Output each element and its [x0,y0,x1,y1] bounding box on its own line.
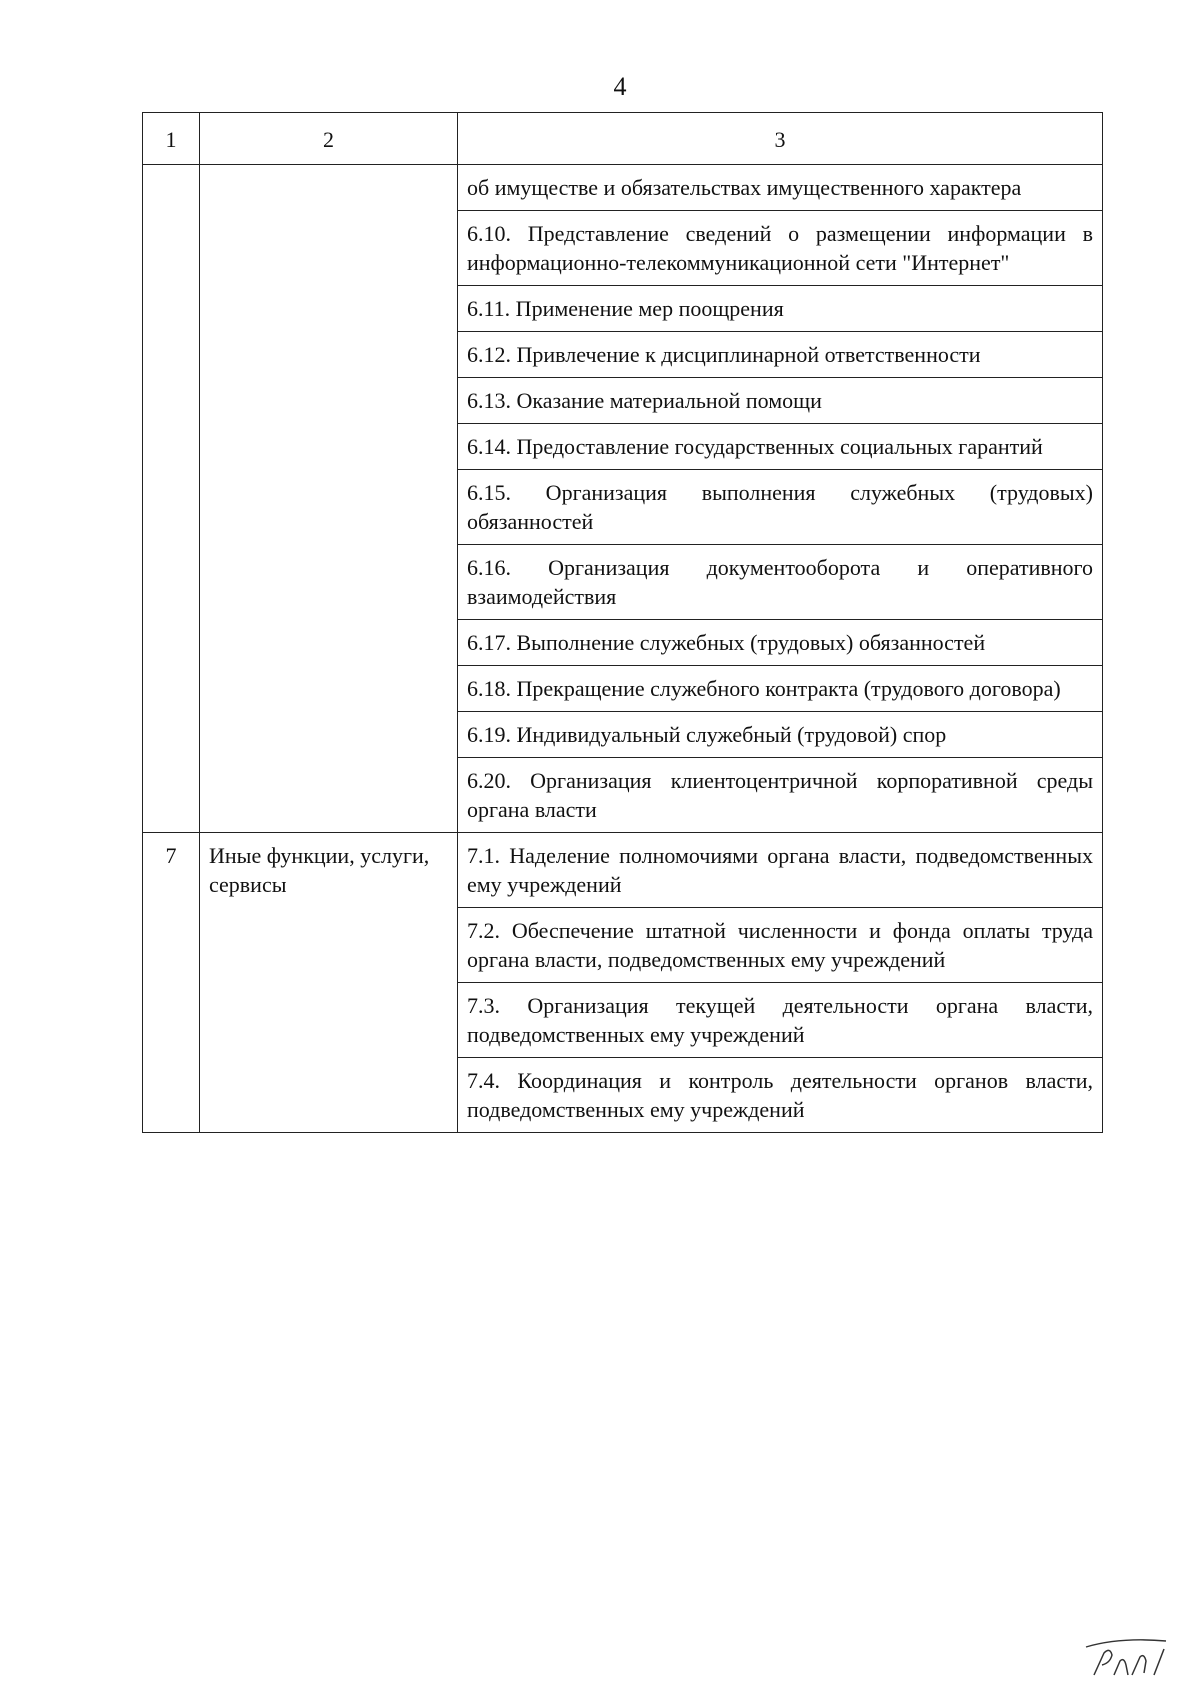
function-name-cell: Иные функции, услуги, сервисы [200,833,458,1133]
item-cell: 6.20. Организация клиентоцентричной корпоративной среды органа власти [458,758,1103,833]
row-number-cell [143,165,200,833]
item-cell: 7.2. Обеспечение штатной численности и фонда оплаты труда органа власти, подведомственных ему учреждений [458,908,1103,983]
page-number: 4 [613,72,627,101]
table-row [143,165,1103,211]
row-number-cell: 7 [143,833,200,1133]
handwritten-signature [1080,1635,1170,1679]
item-cell: 6.17. Выполнение служебных (трудовых) обязанностей [458,620,1103,666]
header-cell-2: 2 [200,113,458,165]
item-cell: об имуществе и обязательствах имущественного характера [458,165,1103,211]
item-cell: 6.16. Организация документооборота и оперативного взаимодействия [458,545,1103,620]
item-cell: 6.19. Индивидуальный служебный (трудовой) спор [458,712,1103,758]
header-cell-1: 1 [143,113,200,165]
header-cell-3: 3 [458,113,1103,165]
item-cell: 6.10. Представление сведений о размещении информации в информационно-телекоммуникационной сети "Интернет" [458,211,1103,286]
function-name-cell [200,165,458,833]
item-cell: 6.14. Предоставление государственных социальных гарантий [458,424,1103,470]
table-row [143,833,1103,908]
item-cell: 6.13. Оказание материальной помощи [458,378,1103,424]
item-cell: 6.11. Применение мер поощрения [458,286,1103,332]
table-header-row [143,113,1103,165]
item-cell: 6.15. Организация выполнения служебных (трудовых) обязанностей [458,470,1103,545]
item-cell: 7.3. Организация текущей деятельности органа власти, подведомственных ему учреждений [458,983,1103,1058]
item-cell: 6.12. Привлечение к дисциплинарной ответственности [458,332,1103,378]
item-cell: 7.4. Координация и контроль деятельности органов власти, подведомственных ему учреждений [458,1058,1103,1133]
functions-table [142,112,1103,1133]
item-cell: 7.1. Наделение полномочиями органа власти, подведомственных ему учреждений [458,833,1103,908]
item-cell: 6.18. Прекращение служебного контракта (трудового договора) [458,666,1103,712]
